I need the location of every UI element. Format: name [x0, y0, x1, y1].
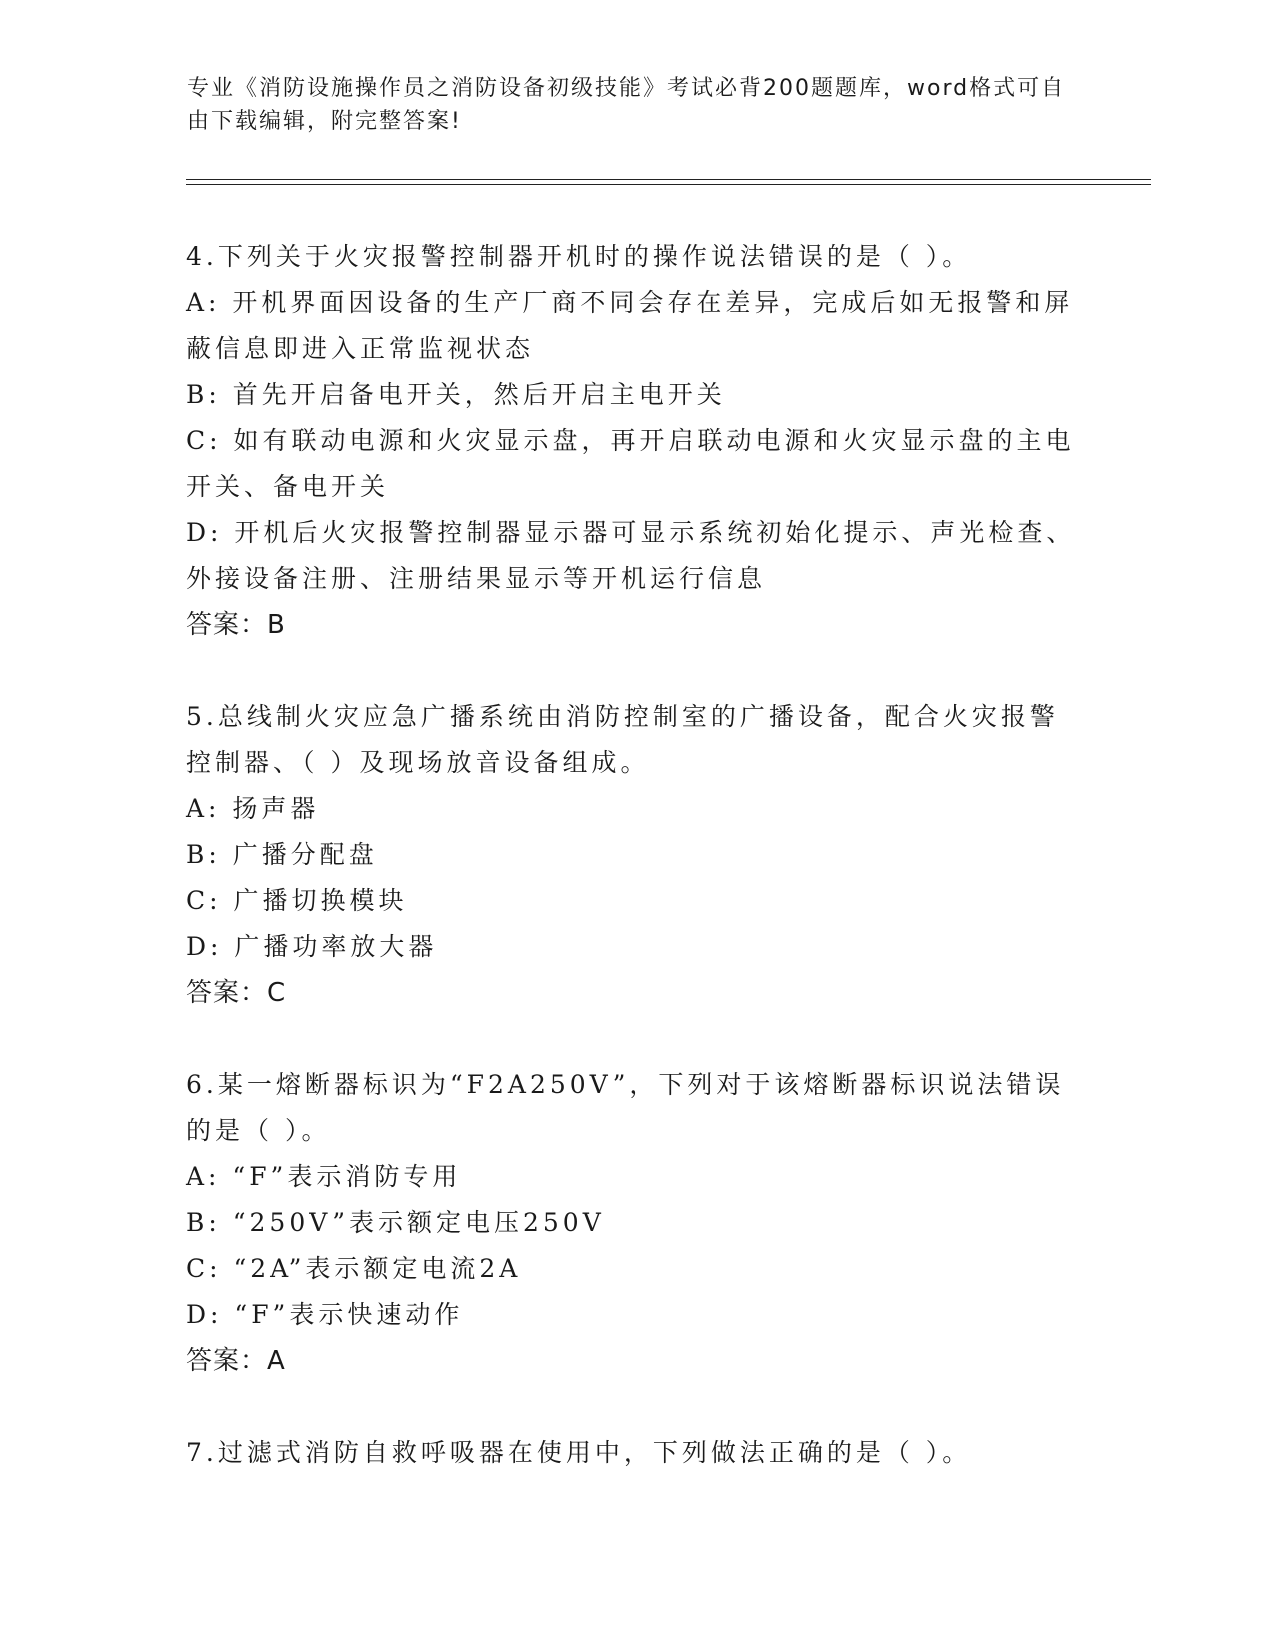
question-list	[186, 234, 1086, 1522]
option-c: C: “2A”表示额定电流2A	[186, 1254, 522, 1283]
question-item	[186, 1430, 1086, 1476]
header-divider-bottom	[186, 184, 1151, 185]
option-c: C: 广播切换模块	[186, 886, 408, 915]
answer-line: 答案：C	[186, 978, 287, 1008]
option-a: A: 开机界面因设备的生产厂商不同会存在差异，完成后如无报警和屏蔽信息即进入正常监视状态	[186, 288, 1074, 363]
option-b: B: 广播分配盘	[186, 840, 378, 869]
question-item	[186, 1062, 1086, 1384]
option-d: D: “F”表示快速动作	[186, 1300, 464, 1329]
option-c: C: 如有联动电源和火灾显示盘，再开启联动电源和火灾显示盘的主电开关、备电开关	[186, 426, 1075, 501]
option-a: A: “F”表示消防专用	[186, 1162, 462, 1191]
option-a: A: 扬声器	[186, 794, 320, 823]
question-item	[186, 234, 1086, 648]
option-d: D: 开机后火灾报警控制器显示器可显示系统初始化提示、声光检查、外接设备注册、注册结果显示等开机运行信息	[186, 518, 1076, 593]
question-stem: 5.总线制火灾应急广播系统由消防控制室的广播设备，配合火灾报警控制器、（ ）及现场放音设备组成。	[186, 702, 1059, 777]
question-stem: 6.某一熔断器标识为“F2A250V”，下列对于该熔断器标识说法错误的是（ ）。	[186, 1070, 1065, 1145]
option-b: B: “250V”表示额定电压250V	[186, 1208, 605, 1237]
option-b: B: 首先开启备电开关，然后开启主电开关	[186, 380, 726, 409]
question-stem: 7.过滤式消防自救呼吸器在使用中，下列做法正确的是（ ）。	[186, 1438, 972, 1467]
option-d: D: 广播功率放大器	[186, 932, 438, 961]
answer-line: 答案：B	[186, 610, 286, 640]
question-stem: 4.下列关于火灾报警控制器开机时的操作说法错误的是（ ）。	[186, 242, 972, 271]
document-header: 专业《消防设施操作员之消防设备初级技能》考试必背200题题库，word格式可自由下载编辑，附完整答案!	[187, 76, 1066, 134]
answer-line: 答案：A	[186, 1346, 286, 1376]
header-divider-top	[186, 179, 1151, 180]
question-item	[186, 694, 1086, 1016]
